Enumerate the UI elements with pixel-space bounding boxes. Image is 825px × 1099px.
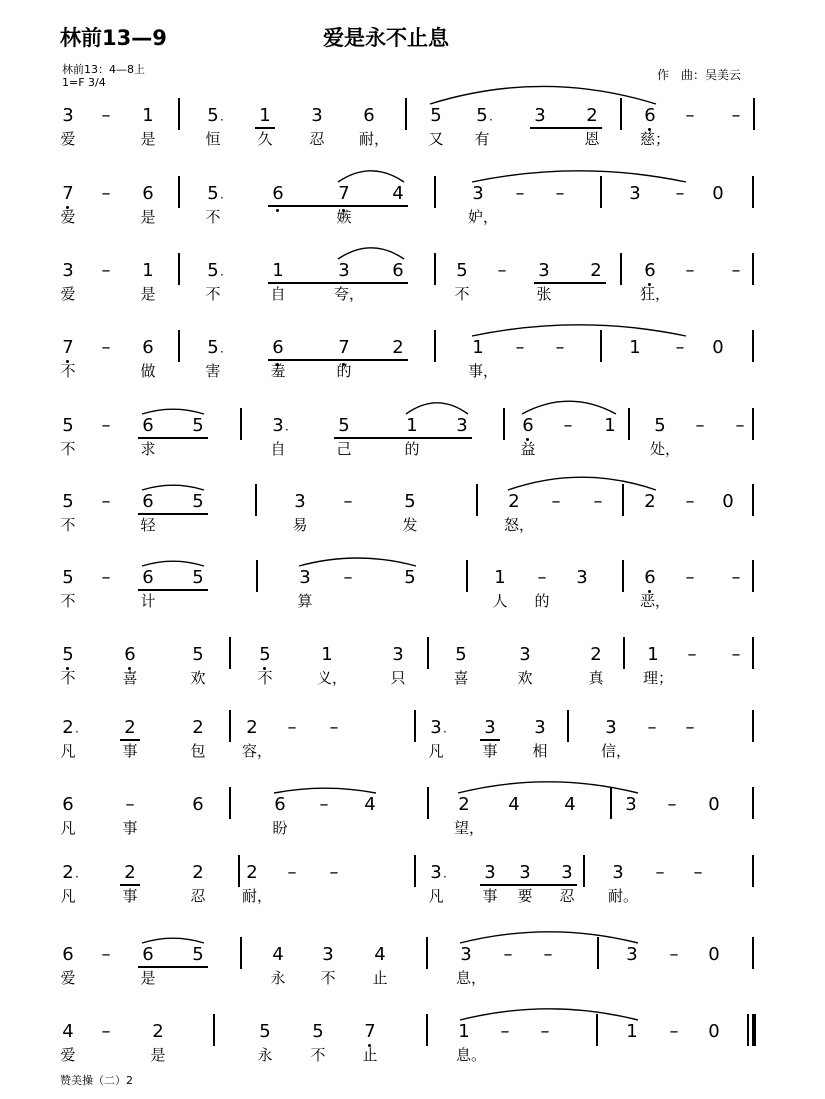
dash-extender: –: [125, 794, 135, 815]
dash-extender: –: [685, 260, 695, 281]
lyric-syllable: 计: [140, 592, 156, 610]
note-numeral: 4: [392, 183, 404, 204]
note-numeral: 3: [456, 415, 468, 436]
lyric-syllable: 事，: [468, 362, 499, 380]
lyric-syllable: 自: [270, 285, 286, 303]
lyric-syllable: 凡: [428, 887, 444, 905]
note-numeral: 3: [311, 105, 323, 126]
note-numeral: 5 ·: [203, 184, 223, 204]
dash-extender: –: [101, 183, 111, 204]
lyric-syllable: 只: [390, 669, 406, 687]
note-numeral: 5 ·: [203, 261, 223, 281]
note-numeral: 4: [564, 794, 576, 815]
lyric-syllable: 义，: [317, 669, 348, 687]
dash-extender: –: [101, 1021, 111, 1042]
note-numeral: 0: [708, 1021, 720, 1042]
lyric-syllable: 喜: [453, 669, 469, 687]
note-numeral: 2: [586, 105, 598, 126]
note-numeral: 6: [274, 794, 286, 815]
note-numeral: 5 ·: [472, 106, 492, 126]
lyric-syllable: 是: [140, 285, 156, 303]
note-numeral: 3: [338, 260, 350, 281]
lyric-syllable: 是: [150, 1046, 166, 1064]
note-numeral: 3: [299, 567, 311, 588]
dash-extender: –: [343, 567, 353, 588]
note-numeral: 5: [192, 491, 204, 512]
dash-extender: –: [101, 337, 111, 358]
lyric-syllable: 夸，: [334, 285, 365, 303]
augmentation-dot: ·: [220, 113, 224, 127]
note-numeral: 0: [708, 944, 720, 965]
dash-extender: –: [735, 415, 745, 436]
dash-extender: –: [329, 717, 339, 738]
lyric-syllable: 息，: [456, 969, 487, 987]
note-numeral: 2: [246, 717, 258, 738]
lyric-syllable: 不: [205, 208, 221, 226]
scripture-reference: 林前13：4—8上: [62, 63, 145, 76]
lyric-syllable: 凡: [60, 887, 76, 905]
lyric-syllable: 不: [310, 1046, 326, 1064]
note-numeral: 6: [192, 794, 204, 815]
lyric-syllable: 的: [404, 440, 420, 458]
note-numeral: 3: [576, 567, 588, 588]
slur-arc: [522, 401, 616, 414]
dash-extender: –: [687, 644, 697, 665]
lyric-syllable: 恶，: [640, 592, 671, 610]
note-numeral: 1: [406, 415, 418, 436]
note-numeral: 7: [58, 338, 78, 358]
dash-extender: –: [515, 337, 525, 358]
note-numeral: 5: [62, 415, 74, 436]
slur-arc: [508, 477, 656, 490]
note-numeral: 2: [590, 644, 602, 665]
note-numeral: 2: [644, 491, 656, 512]
note-numeral: 6: [142, 415, 154, 436]
slur-arc: [472, 171, 686, 182]
lyric-syllable: 慈；: [640, 130, 671, 148]
note-numeral: 2: [124, 862, 136, 883]
dash-extender: –: [675, 337, 685, 358]
dash-extender: –: [669, 1021, 679, 1042]
dash-extender: –: [343, 491, 353, 512]
lyric-syllable: 不: [60, 440, 76, 458]
lyric-syllable: 有: [474, 130, 490, 148]
note-numeral: 7: [334, 338, 354, 358]
lyric-syllable: 要: [517, 887, 533, 905]
slur-arc: [430, 86, 656, 104]
note-numeral: 3: [62, 105, 74, 126]
note-numeral: 6: [268, 338, 288, 358]
lyric-syllable: 爱: [60, 969, 76, 987]
note-numeral: 3: [561, 862, 573, 883]
note-numeral: 6: [640, 261, 660, 281]
note-numeral: 6: [62, 794, 74, 815]
note-numeral: 3 ·: [426, 863, 446, 883]
note-numeral: 4: [272, 944, 284, 965]
lyric-syllable: 不: [60, 669, 76, 687]
note-numeral: 2: [458, 794, 470, 815]
dash-extender: –: [685, 567, 695, 588]
note-numeral: 5: [62, 491, 74, 512]
dash-extender: –: [731, 260, 741, 281]
slur-arc: [338, 171, 404, 182]
dash-extender: –: [503, 944, 513, 965]
lyric-syllable: 真: [588, 669, 604, 687]
note-numeral: 3: [538, 260, 550, 281]
note-numeral: 2: [392, 337, 404, 358]
lyric-syllable: 久: [257, 130, 273, 148]
dash-extender: –: [287, 862, 297, 883]
note-numeral: 5: [654, 415, 666, 436]
dash-extender: –: [101, 567, 111, 588]
note-numeral: 6: [640, 106, 660, 126]
lyric-syllable: 永: [257, 1046, 273, 1064]
lyric-syllable: 求: [140, 440, 156, 458]
lyric-syllable: 止: [362, 1046, 378, 1064]
lyric-syllable: 轻: [140, 516, 156, 534]
lyric-syllable: 相: [532, 742, 548, 760]
augmentation-dot: ·: [443, 870, 447, 884]
note-numeral: 3: [519, 862, 531, 883]
note-numeral: 1: [259, 105, 271, 126]
lyric-syllable: 息。: [456, 1046, 487, 1064]
note-numeral: 5: [404, 567, 416, 588]
lyric-syllable: 自: [270, 440, 286, 458]
note-numeral: 3: [625, 794, 637, 815]
lyric-syllable: 耐，: [242, 887, 273, 905]
lyric-syllable: 欢: [517, 669, 533, 687]
lyric-syllable: 益: [520, 440, 536, 458]
note-numeral: 1: [604, 415, 616, 436]
note-numeral: 6: [268, 184, 288, 204]
note-numeral: 4: [374, 944, 386, 965]
note-numeral: 5: [259, 1021, 271, 1042]
note-numeral: 1: [321, 644, 333, 665]
lyric-syllable: 爱: [60, 285, 76, 303]
lyric-syllable: 信，: [601, 742, 632, 760]
note-numeral: 2: [508, 491, 520, 512]
note-numeral: 3: [534, 717, 546, 738]
lyric-syllable: 的: [336, 362, 352, 380]
note-numeral: 1: [472, 337, 484, 358]
note-numeral: 4: [62, 1021, 74, 1042]
note-numeral: 3: [534, 105, 546, 126]
dash-extender: –: [319, 794, 329, 815]
note-numeral: 2: [246, 862, 258, 883]
lyric-syllable: 爱: [60, 1046, 76, 1064]
lyric-syllable: 恩: [584, 130, 600, 148]
note-numeral: 2: [192, 717, 204, 738]
dash-extender: –: [685, 717, 695, 738]
dash-extender: –: [101, 415, 111, 436]
lyric-syllable: 处，: [650, 440, 681, 458]
lyric-syllable: 妒，: [468, 208, 499, 226]
note-numeral: 3: [484, 862, 496, 883]
lyric-syllable: 忍: [559, 887, 575, 905]
note-numeral: 5: [192, 644, 204, 665]
lyric-syllable: 凡: [60, 819, 76, 837]
lyric-syllable: 盼: [272, 819, 288, 837]
augmentation-dot: ·: [489, 113, 493, 127]
note-numeral: 1: [626, 1021, 638, 1042]
note-numeral: 3: [519, 644, 531, 665]
note-numeral: 3: [472, 183, 484, 204]
note-numeral: 0: [712, 183, 724, 204]
lyric-syllable: 的: [534, 592, 550, 610]
dash-extender: –: [731, 567, 741, 588]
lyric-syllable: 容，: [242, 742, 273, 760]
note-numeral: 6: [120, 645, 140, 665]
note-numeral: 6: [142, 567, 154, 588]
lyric-syllable: 事: [482, 742, 498, 760]
dash-extender: –: [675, 183, 685, 204]
lyric-syllable: 不: [257, 669, 273, 687]
note-numeral: 3: [629, 183, 641, 204]
note-numeral: 5: [192, 567, 204, 588]
lyric-syllable: 害: [205, 362, 221, 380]
slur-arc: [142, 561, 204, 566]
lyric-syllable: 人: [492, 592, 508, 610]
note-numeral: 5: [192, 944, 204, 965]
note-numeral: 5: [255, 645, 275, 665]
dash-extender: –: [695, 415, 705, 436]
note-numeral: 6: [142, 183, 154, 204]
note-numeral: 0: [722, 491, 734, 512]
augmentation-dot: ·: [285, 423, 289, 437]
dash-extender: –: [329, 862, 339, 883]
lyric-syllable: 止: [372, 969, 388, 987]
lyric-syllable: 事: [122, 887, 138, 905]
note-numeral: 6: [142, 337, 154, 358]
lyric-syllable: 望，: [454, 819, 485, 837]
lyric-syllable: 事: [482, 887, 498, 905]
note-numeral: 5: [455, 644, 467, 665]
note-numeral: 1: [647, 644, 659, 665]
dash-extender: –: [497, 260, 507, 281]
note-numeral: 1: [629, 337, 641, 358]
lyric-syllable: 做: [140, 362, 156, 380]
note-numeral: 7: [334, 184, 354, 204]
note-numeral: 6: [142, 491, 154, 512]
note-numeral: 5: [456, 260, 468, 281]
note-numeral: 4: [364, 794, 376, 815]
note-numeral: 7: [58, 184, 78, 204]
note-numeral: 1: [142, 105, 154, 126]
note-numeral: 3: [484, 717, 496, 738]
slur-arc: [274, 788, 376, 793]
note-numeral: 5: [58, 645, 78, 665]
note-numeral: 3 ·: [426, 718, 446, 738]
note-numeral: 1: [494, 567, 506, 588]
lyric-syllable: 又: [428, 130, 444, 148]
hymn-number: 林前13—9: [60, 26, 167, 50]
lyric-syllable: 爱: [60, 208, 76, 226]
note-numeral: 5: [430, 105, 442, 126]
lyric-syllable: 是: [140, 130, 156, 148]
lyric-syllable: 忍: [190, 887, 206, 905]
lyric-syllable: 易: [292, 516, 308, 534]
lyric-syllable: 张: [536, 285, 552, 303]
lyric-syllable: 凡: [428, 742, 444, 760]
lyric-syllable: 怒，: [504, 516, 535, 534]
slur-arc: [338, 248, 404, 259]
slur-arc: [142, 485, 204, 490]
dash-extender: –: [731, 644, 741, 665]
lyric-syllable: 发: [402, 516, 418, 534]
lyric-syllable: 算: [297, 592, 313, 610]
note-numeral: 5 ·: [203, 338, 223, 358]
lyric-syllable: 理；: [643, 669, 674, 687]
note-numeral: 5: [62, 567, 74, 588]
dash-extender: –: [287, 717, 297, 738]
slur-arc: [299, 558, 416, 566]
slur-arc: [460, 1009, 638, 1020]
augmentation-dot: ·: [220, 268, 224, 282]
page-title: 爱是永不止息: [323, 26, 449, 50]
lyric-syllable: 不: [454, 285, 470, 303]
lyric-syllable: 是: [140, 208, 156, 226]
dash-extender: –: [731, 105, 741, 126]
lyric-syllable: 永: [270, 969, 286, 987]
lyric-syllable: 欢: [190, 669, 206, 687]
note-numeral: 3: [626, 944, 638, 965]
note-numeral: 7: [360, 1022, 380, 1042]
note-numeral: 5: [192, 415, 204, 436]
note-numeral: 2 ·: [58, 863, 78, 883]
note-numeral: 6: [142, 944, 154, 965]
note-numeral: 6: [62, 944, 74, 965]
lyric-syllable: 不: [60, 362, 76, 380]
note-numeral: 2: [124, 717, 136, 738]
note-numeral: 3: [392, 644, 404, 665]
note-numeral: 3: [460, 944, 472, 965]
composer-credit: 作 曲：吴美云: [657, 68, 742, 82]
slur-arc: [460, 932, 638, 943]
dash-extender: –: [543, 944, 553, 965]
note-numeral: 2: [152, 1021, 164, 1042]
dash-extender: –: [101, 260, 111, 281]
dash-extender: –: [101, 944, 111, 965]
augmentation-dot: ·: [75, 725, 79, 739]
lyric-syllable: 不: [205, 285, 221, 303]
note-numeral: 1: [458, 1021, 470, 1042]
dash-extender: –: [563, 415, 573, 436]
lyric-syllable: 不: [60, 592, 76, 610]
note-numeral: 3: [294, 491, 306, 512]
lyric-syllable: 事: [122, 819, 138, 837]
lyric-syllable: 喜: [122, 669, 138, 687]
note-numeral: 0: [712, 337, 724, 358]
note-numeral: 2: [590, 260, 602, 281]
dash-extender: –: [101, 105, 111, 126]
augmentation-dot: ·: [443, 725, 447, 739]
note-numeral: 6: [518, 416, 538, 436]
note-numeral: 6: [640, 568, 660, 588]
note-numeral: 3: [612, 862, 624, 883]
dash-extender: –: [667, 794, 677, 815]
lyric-syllable: 恒: [205, 130, 221, 148]
dash-extender: –: [685, 105, 695, 126]
slur-arc: [458, 782, 638, 793]
dash-extender: –: [593, 491, 603, 512]
note-numeral: 3: [62, 260, 74, 281]
dash-extender: –: [655, 862, 665, 883]
dash-extender: –: [647, 717, 657, 738]
dash-extender: –: [685, 491, 695, 512]
slur-arc: [142, 409, 204, 414]
slur-arc: [406, 403, 468, 414]
slur-arc: [142, 938, 204, 943]
lyric-syllable: 事: [122, 742, 138, 760]
note-numeral: 3: [322, 944, 334, 965]
note-numeral: 5 ·: [203, 106, 223, 126]
lyric-syllable: 狂，: [640, 285, 671, 303]
dash-extender: –: [500, 1021, 510, 1042]
note-numeral: 3 ·: [268, 416, 288, 436]
lyric-syllable: 己: [336, 440, 352, 458]
dash-extender: –: [555, 183, 565, 204]
augmentation-dot: ·: [220, 191, 224, 205]
augmentation-dot: ·: [75, 870, 79, 884]
lyric-syllable: 耐，: [359, 130, 390, 148]
lyric-syllable: 耐。: [608, 887, 639, 905]
lyric-syllable: 凡: [60, 742, 76, 760]
lyric-syllable: 不: [60, 516, 76, 534]
note-numeral: 5: [312, 1021, 324, 1042]
note-numeral: 1: [142, 260, 154, 281]
key-signature: 1=F 3/4: [62, 76, 106, 89]
lyric-syllable: 羞: [270, 362, 286, 380]
lyric-syllable: 不: [320, 969, 336, 987]
note-numeral: 6: [392, 260, 404, 281]
note-numeral: 2 ·: [58, 718, 78, 738]
note-numeral: 2: [192, 862, 204, 883]
dash-extender: –: [101, 491, 111, 512]
note-numeral: 0: [708, 794, 720, 815]
note-numeral: 4: [508, 794, 520, 815]
dash-extender: –: [537, 567, 547, 588]
dash-extender: –: [515, 183, 525, 204]
footer-book: 赞美操（二）2: [60, 1074, 133, 1087]
note-numeral: 6: [363, 105, 375, 126]
lyric-syllable: 忍: [309, 130, 325, 148]
lyric-syllable: 嫉: [336, 208, 352, 226]
dash-extender: –: [551, 491, 561, 512]
dash-extender: –: [555, 337, 565, 358]
lyric-syllable: 是: [140, 969, 156, 987]
augmentation-dot: ·: [220, 345, 224, 359]
dash-extender: –: [693, 862, 703, 883]
note-numeral: 1: [272, 260, 284, 281]
note-numeral: 3: [605, 717, 617, 738]
note-numeral: 5: [338, 415, 350, 436]
note-numeral: 5: [404, 491, 416, 512]
lyric-syllable: 包: [190, 742, 206, 760]
dash-extender: –: [540, 1021, 550, 1042]
slur-arc: [472, 325, 686, 336]
lyric-syllable: 爱: [60, 130, 76, 148]
dash-extender: –: [669, 944, 679, 965]
